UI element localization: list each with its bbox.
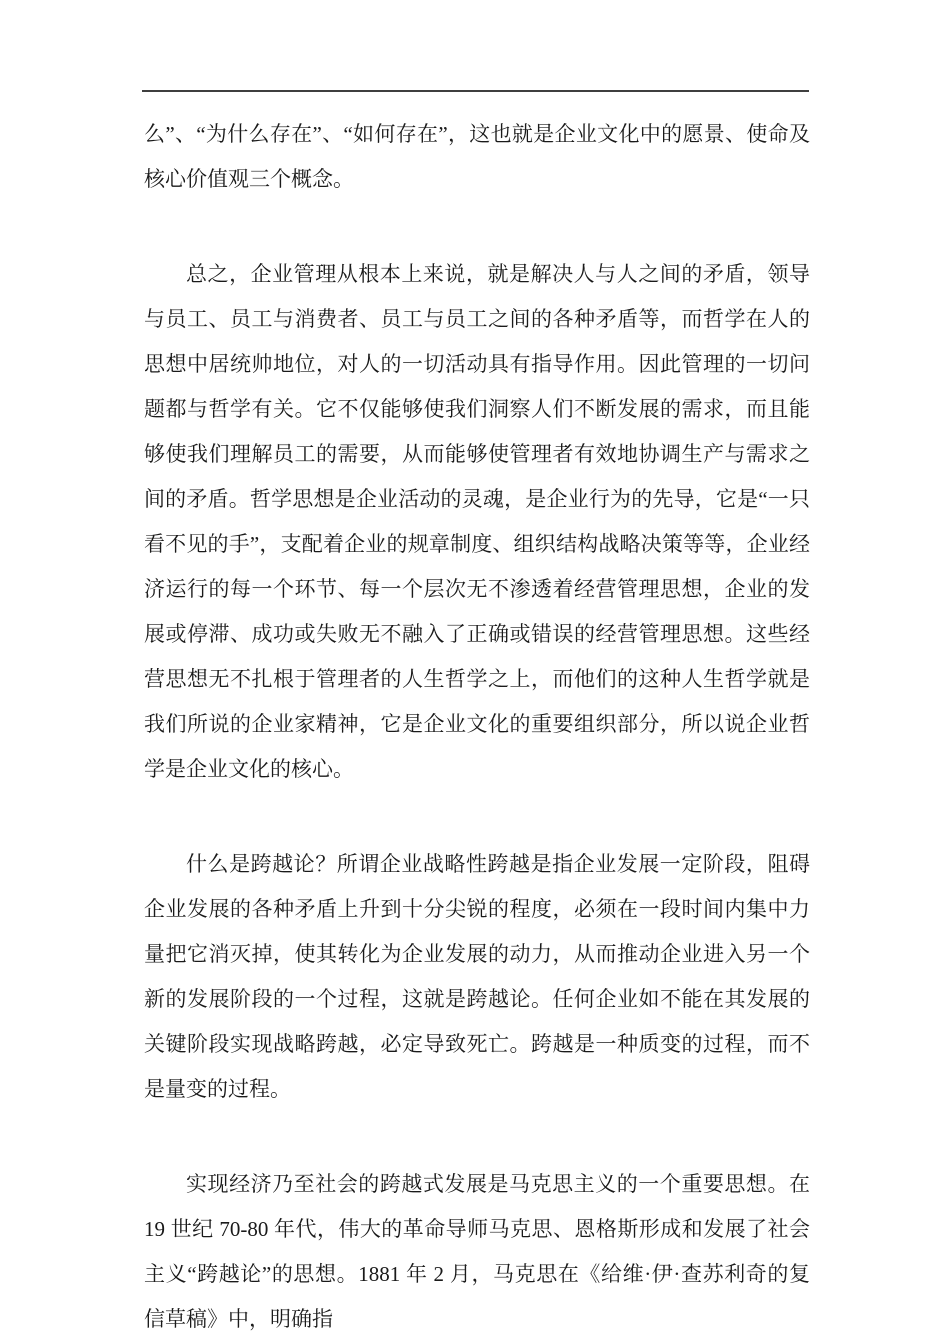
paragraph: 么”、“为什么存在”、“如何存在”，这也就是企业文化中的愿景、使命及核心价值观三个概念。 [144,122,810,191]
paragraph: 总之，企业管理从根本上来说，就是解决人与人之间的矛盾，领导与员工、员工与消费者、员工与员工之间的各种矛盾等，而哲学在人的思想中居统帅地位，对人的一切活动具有指导作用。因此管理的一切问题都与哲学有关。它不仅能够使我们洞察人们不断发展的需求，而且能够使我们理解员工的需要，从而能够使管理者有效地协调生产与需求之间的矛盾。哲学思想是企业活动的灵魂，是企业行为的先导，它是“一只看不见的手”，支配着企业的规章制度、组织结构战略决策等等，企业经济运行的每一个环节、每一个层次无不渗透着经营管理思想，企业的发展或停滞、成功或失败无不融入了正确或错误的经营管理思想。这些经营思想无不扎根于管理者的人生哲学之上，而他们的这种人生哲学就是我们所说的企业家精神，它是企业文化的重要组织部分，所以说企业哲学是企业文化的核心。 [144,262,810,781]
paragraph: 什么是跨越论？所谓企业战略性跨越是指企业发展一定阶段，阻碍企业发展的各种矛盾上升到十分尖锐的程度，必须在一段时间内集中力量把它消灭掉，使其转化为企业发展的动力，从而推动企业进入另一个新的发展阶段的一个过程，这就是跨越论。任何企业如不能在其发展的关键阶段实现战略跨越，必定导致死亡。跨越是一种质变的过程，而不是量变的过程。 [144,852,810,1101]
paragraph: 实现经济乃至社会的跨越式发展是马克思主义的一个重要思想。在 19 世纪 70-80 年代，伟大的革命导师马克思、恩格斯形成和发展了社会主义“跨越论”的思想。1881 年 2 月，马克思在《给维·伊·查苏利奇的复信草稿》中，明确指 [144,1172,810,1331]
document-body [144,112,810,1344]
header-rule [142,90,809,92]
